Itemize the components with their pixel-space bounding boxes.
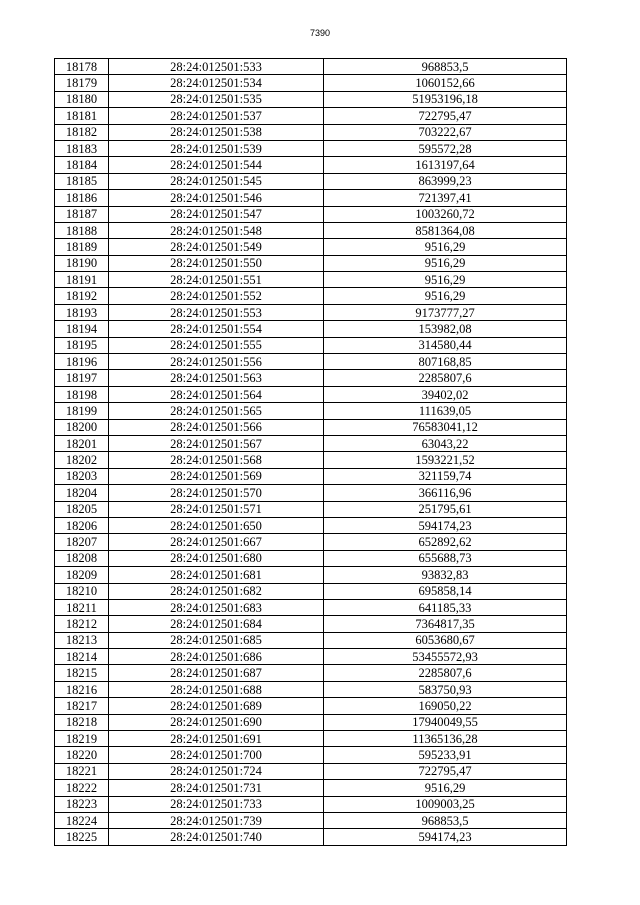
cadastral-number-cell: 28:24:012501:553 xyxy=(109,304,324,320)
row-number-cell: 18181 xyxy=(55,108,109,124)
row-number-cell: 18200 xyxy=(55,419,109,435)
row-number-cell: 18182 xyxy=(55,124,109,140)
row-number-cell: 18201 xyxy=(55,435,109,451)
table-body xyxy=(55,59,567,846)
cadastral-value-cell: 153982,08 xyxy=(324,321,567,337)
row-number-cell: 18192 xyxy=(55,288,109,304)
table-row xyxy=(55,108,567,124)
cadastral-number-cell: 28:24:012501:548 xyxy=(109,222,324,238)
cadastral-number-cell: 28:24:012501:739 xyxy=(109,812,324,828)
cadastral-number-cell: 28:24:012501:563 xyxy=(109,370,324,386)
cadastral-value-cell: 314580,44 xyxy=(324,337,567,353)
cadastral-number-cell: 28:24:012501:731 xyxy=(109,780,324,796)
table-row xyxy=(55,632,567,648)
row-number-cell: 18187 xyxy=(55,206,109,222)
row-number-cell: 18206 xyxy=(55,517,109,533)
cadastral-value-cell: 366116,96 xyxy=(324,485,567,501)
cadastral-value-cell: 39402,02 xyxy=(324,386,567,402)
page-number: 7390 xyxy=(309,28,331,38)
cadastral-number-cell: 28:24:012501:545 xyxy=(109,173,324,189)
cadastral-number-cell: 28:24:012501:571 xyxy=(109,501,324,517)
table-row xyxy=(55,59,567,75)
row-number-cell: 18208 xyxy=(55,550,109,566)
row-number-cell: 18190 xyxy=(55,255,109,271)
row-number-cell: 18185 xyxy=(55,173,109,189)
cadastral-value-cell: 594174,23 xyxy=(324,517,567,533)
row-number-cell: 18211 xyxy=(55,599,109,615)
table-row xyxy=(55,468,567,484)
cadastral-value-cell: 655688,73 xyxy=(324,550,567,566)
cadastral-value-cell: 111639,05 xyxy=(324,403,567,419)
cadastral-value-cell: 53455572,93 xyxy=(324,649,567,665)
row-number-cell: 18196 xyxy=(55,354,109,370)
cadastral-number-cell: 28:24:012501:550 xyxy=(109,255,324,271)
cadastral-number-cell: 28:24:012501:570 xyxy=(109,485,324,501)
cadastral-value-cell: 6053680,67 xyxy=(324,632,567,648)
row-number-cell: 18225 xyxy=(55,829,109,845)
table-row xyxy=(55,140,567,156)
cadastral-number-cell: 28:24:012501:533 xyxy=(109,59,324,75)
row-number-cell: 18199 xyxy=(55,403,109,419)
table-row xyxy=(55,517,567,533)
cadastral-value-cell: 76583041,12 xyxy=(324,419,567,435)
cadastral-number-cell: 28:24:012501:568 xyxy=(109,452,324,468)
cadastral-value-cell: 9516,29 xyxy=(324,780,567,796)
cadastral-number-cell: 28:24:012501:681 xyxy=(109,567,324,583)
row-number-cell: 18207 xyxy=(55,534,109,550)
row-number-cell: 18191 xyxy=(55,272,109,288)
cadastral-number-cell: 28:24:012501:537 xyxy=(109,108,324,124)
cadastral-value-cell: 1613197,64 xyxy=(324,157,567,173)
cadastral-number-cell: 28:24:012501:740 xyxy=(109,829,324,845)
cadastral-number-cell: 28:24:012501:555 xyxy=(109,337,324,353)
table-row xyxy=(55,386,567,402)
cadastral-number-cell: 28:24:012501:538 xyxy=(109,124,324,140)
cadastral-value-cell: 807168,85 xyxy=(324,354,567,370)
cadastral-number-cell: 28:24:012501:547 xyxy=(109,206,324,222)
table-row xyxy=(55,304,567,320)
cadastral-value-cell: 722795,47 xyxy=(324,763,567,779)
table-row xyxy=(55,681,567,697)
table-row xyxy=(55,747,567,763)
row-number-cell: 18218 xyxy=(55,714,109,730)
table-row xyxy=(55,763,567,779)
table-row xyxy=(55,354,567,370)
row-number-cell: 18212 xyxy=(55,616,109,632)
cadastral-value-cell: 722795,47 xyxy=(324,108,567,124)
cadastral-number-cell: 28:24:012501:688 xyxy=(109,681,324,697)
cadastral-number-cell: 28:24:012501:539 xyxy=(109,140,324,156)
cadastral-number-cell: 28:24:012501:569 xyxy=(109,468,324,484)
cadastral-value-cell: 9516,29 xyxy=(324,272,567,288)
row-number-cell: 18179 xyxy=(55,75,109,91)
cadastral-number-cell: 28:24:012501:682 xyxy=(109,583,324,599)
table-row xyxy=(55,829,567,845)
row-number-cell: 18224 xyxy=(55,812,109,828)
table-row xyxy=(55,714,567,730)
cadastral-value-cell: 11365136,28 xyxy=(324,731,567,747)
cadastral-value-cell: 968853,5 xyxy=(324,812,567,828)
cadastral-number-cell: 28:24:012501:687 xyxy=(109,665,324,681)
row-number-cell: 18220 xyxy=(55,747,109,763)
table-row xyxy=(55,796,567,812)
cadastral-value-cell: 2285807,6 xyxy=(324,370,567,386)
row-number-cell: 18193 xyxy=(55,304,109,320)
table-row xyxy=(55,157,567,173)
table-row xyxy=(55,91,567,107)
cadastral-number-cell: 28:24:012501:680 xyxy=(109,550,324,566)
table-row xyxy=(55,599,567,615)
cadastral-number-cell: 28:24:012501:565 xyxy=(109,403,324,419)
cadastral-value-cell: 595233,91 xyxy=(324,747,567,763)
table-row xyxy=(55,75,567,91)
table-row xyxy=(55,321,567,337)
cadastral-number-cell: 28:24:012501:549 xyxy=(109,239,324,255)
row-number-cell: 18221 xyxy=(55,763,109,779)
table-row xyxy=(55,190,567,206)
cadastral-number-cell: 28:24:012501:554 xyxy=(109,321,324,337)
table-row xyxy=(55,649,567,665)
table-row xyxy=(55,222,567,238)
row-number-cell: 18202 xyxy=(55,452,109,468)
cadastral-value-cell: 641185,33 xyxy=(324,599,567,615)
cadastral-number-cell: 28:24:012501:650 xyxy=(109,517,324,533)
row-number-cell: 18213 xyxy=(55,632,109,648)
row-number-cell: 18183 xyxy=(55,140,109,156)
cadastral-value-cell: 695858,14 xyxy=(324,583,567,599)
cadastral-value-cell: 251795,61 xyxy=(324,501,567,517)
cadastral-number-cell: 28:24:012501:686 xyxy=(109,649,324,665)
table-row xyxy=(55,288,567,304)
row-number-cell: 18195 xyxy=(55,337,109,353)
cadastral-value-cell: 9516,29 xyxy=(324,239,567,255)
cadastral-value-cell: 1060152,66 xyxy=(324,75,567,91)
table-row xyxy=(55,731,567,747)
row-number-cell: 18217 xyxy=(55,698,109,714)
cadastral-value-cell: 8581364,08 xyxy=(324,222,567,238)
row-number-cell: 18180 xyxy=(55,91,109,107)
table-row xyxy=(55,616,567,632)
cadastral-value-cell: 7364817,35 xyxy=(324,616,567,632)
cadastral-value-cell: 1009003,25 xyxy=(324,796,567,812)
row-number-cell: 18194 xyxy=(55,321,109,337)
table-row xyxy=(55,501,567,517)
cadastral-value-cell: 9516,29 xyxy=(324,288,567,304)
row-number-cell: 18204 xyxy=(55,485,109,501)
cadastral-number-cell: 28:24:012501:683 xyxy=(109,599,324,615)
cadastral-number-cell: 28:24:012501:667 xyxy=(109,534,324,550)
cadastral-number-cell: 28:24:012501:556 xyxy=(109,354,324,370)
table-row xyxy=(55,812,567,828)
cadastral-number-cell: 28:24:012501:552 xyxy=(109,288,324,304)
row-number-cell: 18188 xyxy=(55,222,109,238)
table-row xyxy=(55,435,567,451)
table-row xyxy=(55,698,567,714)
cadastral-value-cell: 63043,22 xyxy=(324,435,567,451)
cadastral-value-cell: 93832,83 xyxy=(324,567,567,583)
table-row xyxy=(55,403,567,419)
cadastral-number-cell: 28:24:012501:724 xyxy=(109,763,324,779)
table-row xyxy=(55,370,567,386)
row-number-cell: 18210 xyxy=(55,583,109,599)
cadastral-number-cell: 28:24:012501:700 xyxy=(109,747,324,763)
row-number-cell: 18209 xyxy=(55,567,109,583)
row-number-cell: 18215 xyxy=(55,665,109,681)
table-row xyxy=(55,665,567,681)
cadastral-number-cell: 28:24:012501:566 xyxy=(109,419,324,435)
row-number-cell: 18219 xyxy=(55,731,109,747)
cadastral-value-cell: 17940049,55 xyxy=(324,714,567,730)
table-row xyxy=(55,550,567,566)
row-number-cell: 18214 xyxy=(55,649,109,665)
cadastral-value-cell: 721397,41 xyxy=(324,190,567,206)
table-row xyxy=(55,419,567,435)
cadastral-number-cell: 28:24:012501:691 xyxy=(109,731,324,747)
row-number-cell: 18222 xyxy=(55,780,109,796)
cadastral-value-cell: 2285807,6 xyxy=(324,665,567,681)
table-row xyxy=(55,534,567,550)
cadastral-value-table xyxy=(54,58,567,846)
table-row xyxy=(55,272,567,288)
cadastral-number-cell: 28:24:012501:534 xyxy=(109,75,324,91)
cadastral-number-cell: 28:24:012501:546 xyxy=(109,190,324,206)
cadastral-value-cell: 169050,22 xyxy=(324,698,567,714)
table-row xyxy=(55,780,567,796)
cadastral-number-cell: 28:24:012501:551 xyxy=(109,272,324,288)
row-number-cell: 18203 xyxy=(55,468,109,484)
row-number-cell: 18184 xyxy=(55,157,109,173)
row-number-cell: 18223 xyxy=(55,796,109,812)
cadastral-value-cell: 594174,23 xyxy=(324,829,567,845)
cadastral-number-cell: 28:24:012501:564 xyxy=(109,386,324,402)
cadastral-value-cell: 9516,29 xyxy=(324,255,567,271)
cadastral-number-cell: 28:24:012501:535 xyxy=(109,91,324,107)
cadastral-value-cell: 1593221,52 xyxy=(324,452,567,468)
cadastral-number-cell: 28:24:012501:544 xyxy=(109,157,324,173)
row-number-cell: 18186 xyxy=(55,190,109,206)
cadastral-value-cell: 583750,93 xyxy=(324,681,567,697)
cadastral-number-cell: 28:24:012501:684 xyxy=(109,616,324,632)
cadastral-value-cell: 652892,62 xyxy=(324,534,567,550)
row-number-cell: 18198 xyxy=(55,386,109,402)
table-row xyxy=(55,124,567,140)
table-row xyxy=(55,239,567,255)
cadastral-number-cell: 28:24:012501:689 xyxy=(109,698,324,714)
cadastral-value-cell: 321159,74 xyxy=(324,468,567,484)
cadastral-value-cell: 9173777,27 xyxy=(324,304,567,320)
cadastral-value-cell: 51953196,18 xyxy=(324,91,567,107)
cadastral-number-cell: 28:24:012501:690 xyxy=(109,714,324,730)
cadastral-value-cell: 968853,5 xyxy=(324,59,567,75)
row-number-cell: 18189 xyxy=(55,239,109,255)
row-number-cell: 18197 xyxy=(55,370,109,386)
table-row xyxy=(55,255,567,271)
row-number-cell: 18205 xyxy=(55,501,109,517)
table-row xyxy=(55,485,567,501)
table-row xyxy=(55,567,567,583)
table-row xyxy=(55,583,567,599)
row-number-cell: 18178 xyxy=(55,59,109,75)
table-row xyxy=(55,206,567,222)
cadastral-value-cell: 595572,28 xyxy=(324,140,567,156)
row-number-cell: 18216 xyxy=(55,681,109,697)
table-row xyxy=(55,452,567,468)
cadastral-number-cell: 28:24:012501:685 xyxy=(109,632,324,648)
cadastral-value-cell: 703222,67 xyxy=(324,124,567,140)
table-row xyxy=(55,173,567,189)
cadastral-value-cell: 1003260,72 xyxy=(324,206,567,222)
cadastral-number-cell: 28:24:012501:567 xyxy=(109,435,324,451)
table-row xyxy=(55,337,567,353)
cadastral-number-cell: 28:24:012501:733 xyxy=(109,796,324,812)
cadastral-value-cell: 863999,23 xyxy=(324,173,567,189)
